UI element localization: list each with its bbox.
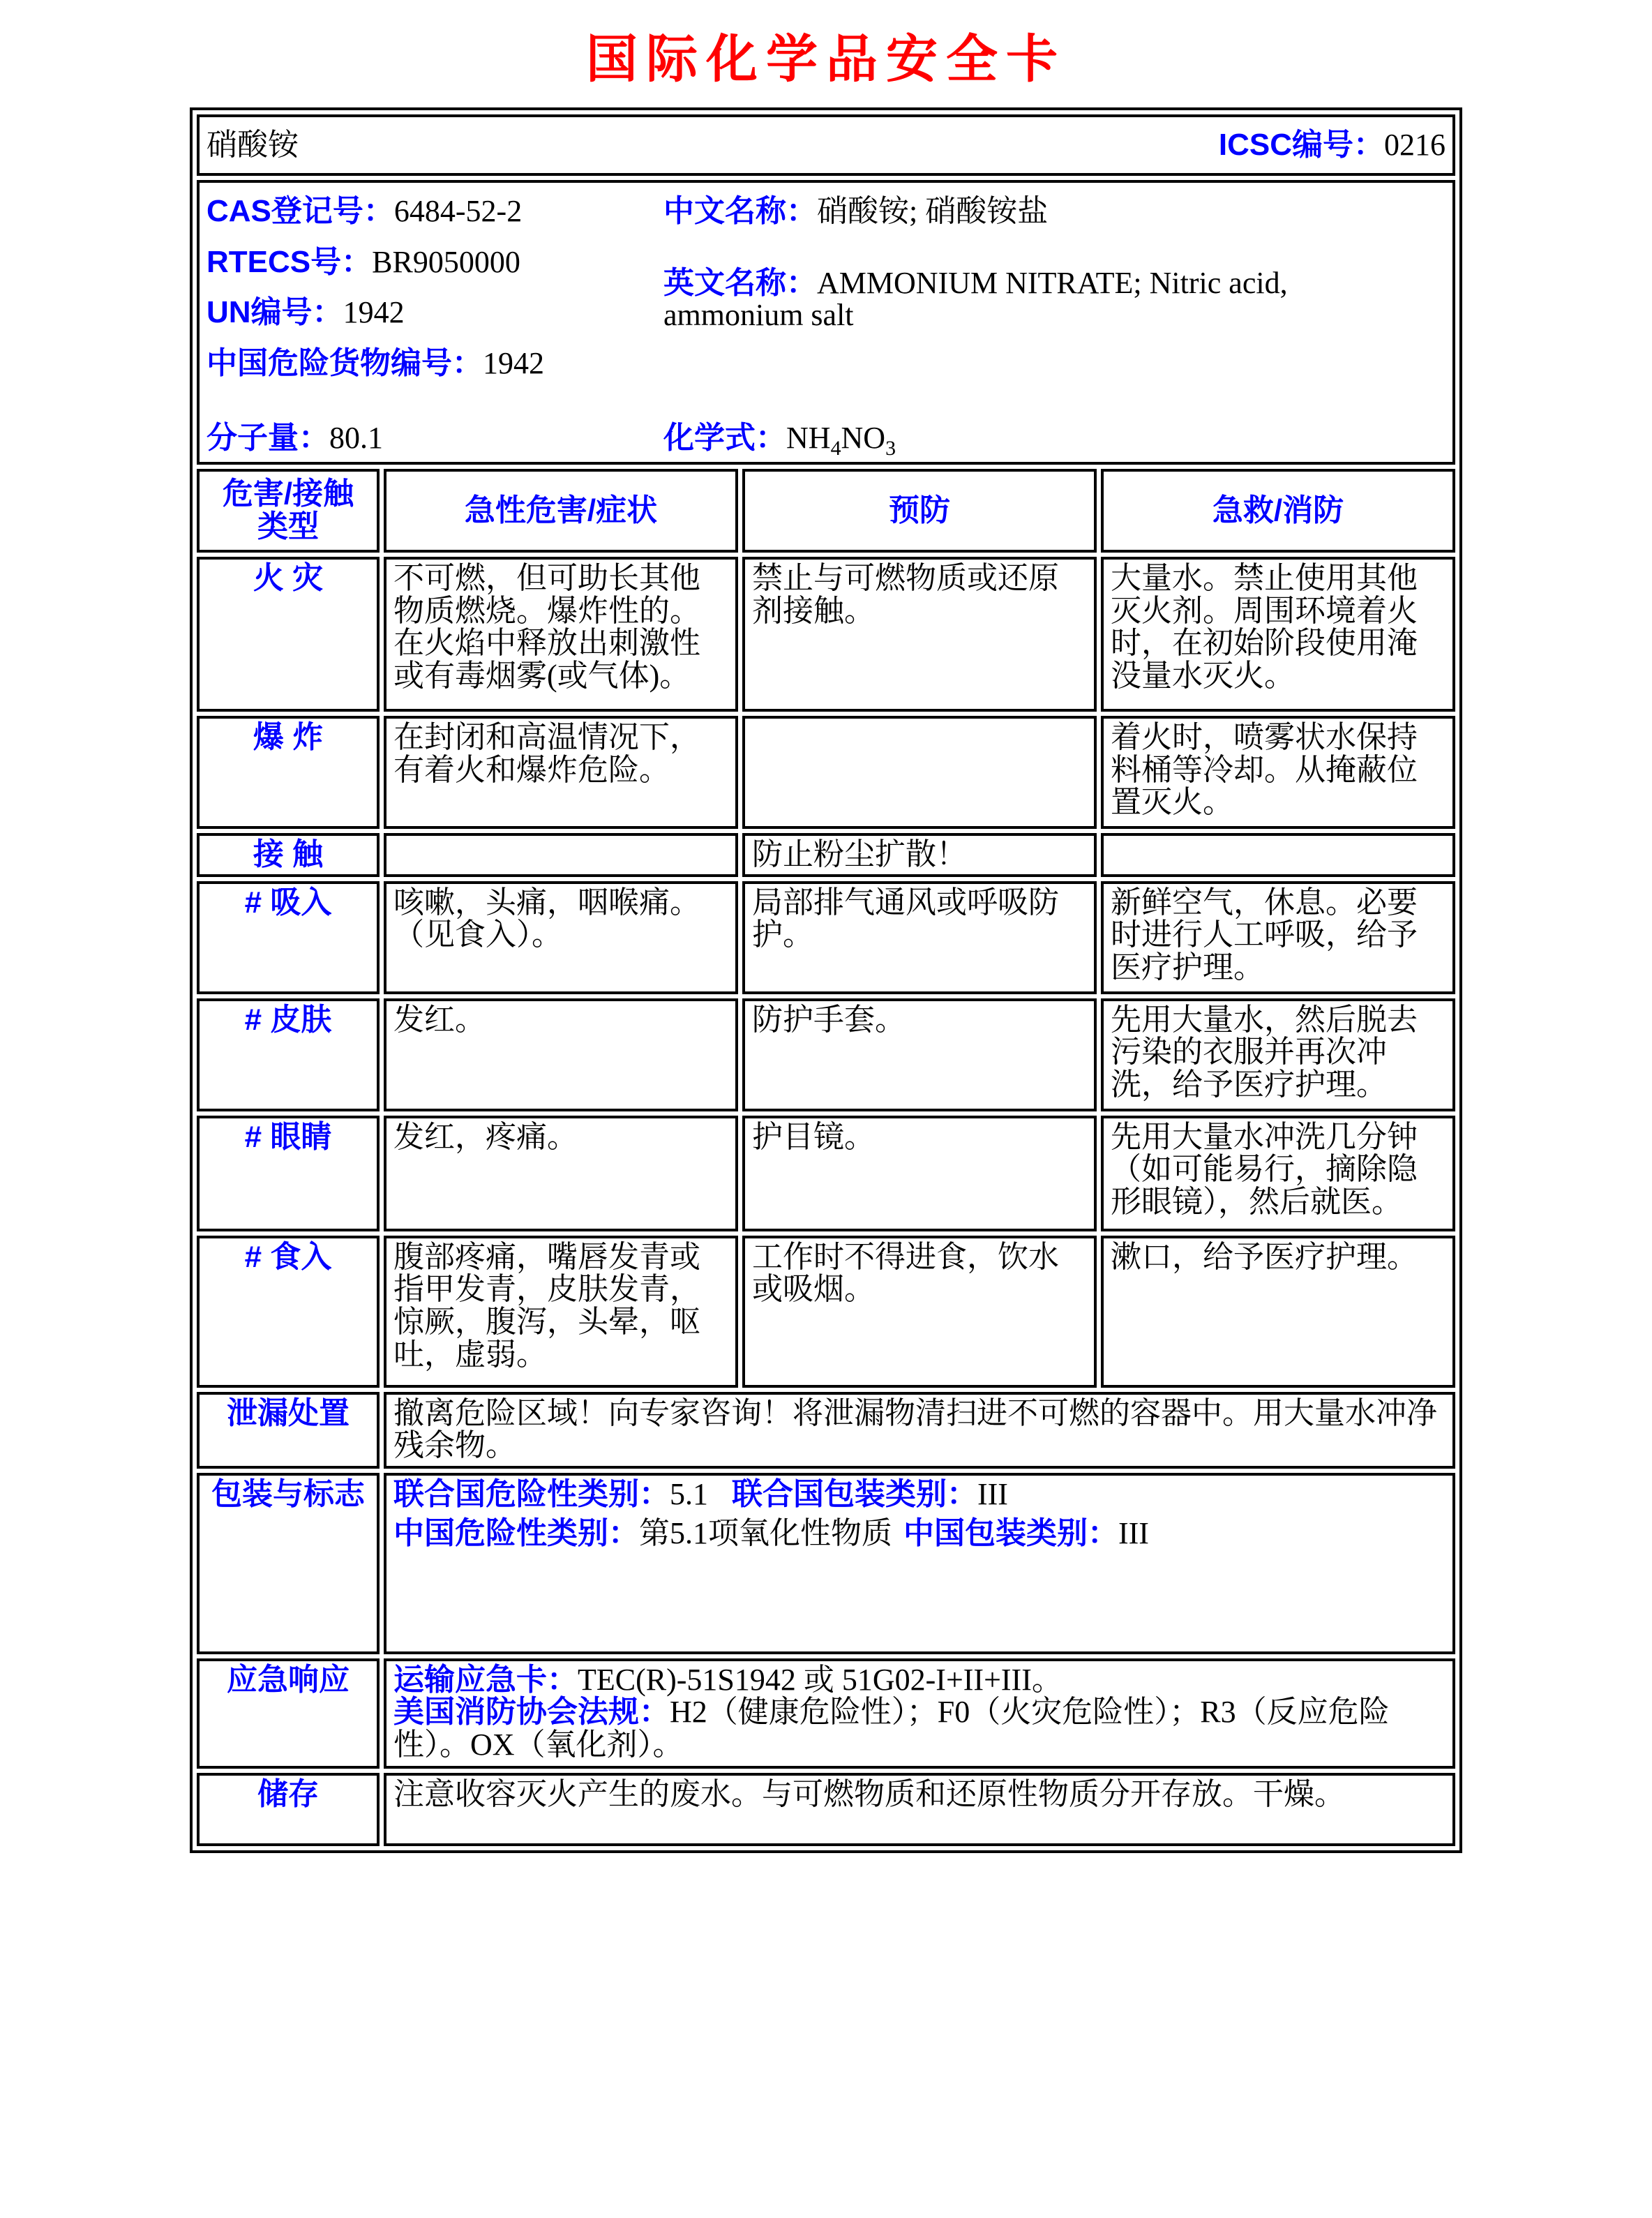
packing-content-cell <box>384 1473 1455 1654</box>
cn-classification-line <box>393 1518 1446 1550</box>
chinese-name <box>663 195 1446 228</box>
names-column <box>663 186 1446 398</box>
emergency-row <box>197 1658 1455 1769</box>
eyes-row <box>197 1116 1455 1231</box>
icsc-number-label: ICSC编号： <box>1218 127 1384 162</box>
cas-value: 6484-52-2 <box>393 194 523 228</box>
symptoms-header: 急性危害/症状 <box>384 469 738 553</box>
icsc-number <box>1219 129 1446 162</box>
un-value: 1942 <box>343 295 405 330</box>
un-number <box>206 297 663 329</box>
cn-pack-label: 中国包装类别： <box>903 1516 1118 1551</box>
inhalation-prevention-cell: 局部排气通风或呼吸防护。 <box>742 881 1097 994</box>
cn-pack-value: III <box>1118 1516 1149 1551</box>
fire-response-cell: 大量水。禁止使用其他灭火剂。周围环境着火时，在初始阶段使用淹没量水灭火。 <box>1101 557 1455 712</box>
molecular-weight-value: 80.1 <box>329 420 383 455</box>
english-name-label: 英文名称： <box>663 265 817 300</box>
chemical-formula <box>663 422 1446 460</box>
fire-row <box>197 557 1455 712</box>
storage-row-label: 储存 <box>197 1773 380 1846</box>
inhalation-symptoms-cell: 咳嗽，头痛，咽喉痛。（见食入）。 <box>384 881 738 994</box>
un-pack-label: 联合国包装类别： <box>732 1476 977 1511</box>
un-class-value: 5.1 <box>670 1476 708 1511</box>
transport-card-value: TEC(R)-51S1942 或 51G02-I+II+III。 <box>578 1662 1062 1697</box>
chinese-name-label: 中文名称： <box>663 194 817 228</box>
contact-row-label: 接 触 <box>197 833 380 877</box>
molecular-weight-label: 分子量： <box>206 420 329 455</box>
cas-number <box>206 195 663 228</box>
substance-header-cell <box>197 114 1455 176</box>
cn-class-value: 第5.1项氧化性物质 <box>639 1516 892 1551</box>
explosion-row-label: 爆 炸 <box>197 716 380 829</box>
chinese-name-value: 硝酸铵; 硝酸铵盐 <box>817 194 1049 228</box>
icsc-card-page <box>0 18 1652 1853</box>
packing-row-label: 包装与标志 <box>197 1473 380 1654</box>
molecular-info-line <box>206 422 1446 460</box>
nfpa-label: 美国消防协会法规： <box>393 1695 670 1730</box>
rtecs-number <box>206 246 663 279</box>
identification-row <box>197 180 1455 465</box>
chemical-formula-label: 化学式： <box>663 420 786 455</box>
english-name <box>663 267 1312 332</box>
eyes-symptoms-cell: 发红，疼痛。 <box>384 1116 738 1231</box>
rtecs-label: RTECS号： <box>206 244 373 279</box>
storage-content-cell: 注意收容灭火产生的废水。与可燃物质和还原性物质分开存放。干燥。 <box>384 1773 1455 1846</box>
icsc-number-value: 0216 <box>1384 127 1446 162</box>
explosion-response-cell: 着火时，喷雾状水保持料桶等冷却。从掩蔽位置灭火。 <box>1101 716 1455 829</box>
un-pack-value: III <box>977 1476 1008 1511</box>
skin-response-cell: 先用大量水，然后脱去污染的衣服并再次冲洗，给予医疗护理。 <box>1101 998 1455 1111</box>
un-label: UN编号： <box>206 295 343 330</box>
explosion-row <box>197 716 1455 829</box>
cn-number-label: 中国危险货物编号： <box>206 345 483 380</box>
eyes-response-cell: 先用大量水冲洗几分钟（如可能易行，摘除隐形眼镜），然后就医。 <box>1101 1116 1455 1231</box>
skin-row <box>197 998 1455 1111</box>
spill-content-cell: 撤离危险区域！向专家咨询！将泄漏物清扫进不可燃的容器中。用大量水冲净残余物。 <box>384 1392 1455 1469</box>
ingestion-symptoms-cell: 腹部疼痛，嘴唇发青或指甲发青，皮肤发青，惊厥，腹泻，头晕，呕吐，虚弱。 <box>384 1236 738 1388</box>
skin-symptoms-cell: 发红。 <box>384 998 738 1111</box>
spill-row <box>197 1392 1455 1469</box>
ingestion-row <box>197 1236 1455 1388</box>
substance-header-row <box>197 114 1455 176</box>
explosion-prevention-cell <box>742 716 1097 829</box>
identification-cell <box>197 180 1455 465</box>
fire-row-label: 火 灾 <box>197 557 380 712</box>
contact-row <box>197 833 1455 877</box>
substance-name: 硝酸铵 <box>206 127 299 162</box>
contact-prevention-cell: 防止粉尘扩散！ <box>742 833 1097 877</box>
skin-prevention-cell: 防护手套。 <box>742 998 1097 1111</box>
spill-row-label: 泄漏处置 <box>197 1392 380 1469</box>
cn-dangerous-goods-number <box>206 347 663 380</box>
storage-row <box>197 1773 1455 1846</box>
fire-symptoms-cell: 不可燃，但可助长其他物质燃烧。爆炸性的。在火焰中释放出刺激性或有毒烟雾(或气体)。 <box>384 557 738 712</box>
chemical-formula-value: $NH_4NO_3$ <box>786 420 896 460</box>
cn-class-label: 中国危险性类别： <box>393 1516 639 1551</box>
cn-number-value: 1942 <box>483 345 544 380</box>
id-numbers-column <box>206 186 663 398</box>
eyes-row-label: # 眼睛 <box>197 1116 380 1231</box>
hazard-type-header: 危害/接触 类型 <box>197 469 380 553</box>
fire-prevention-cell: 禁止与可燃物质或还原剂接触。 <box>742 557 1097 712</box>
ingestion-row-label: # 食入 <box>197 1236 380 1388</box>
contact-response-cell <box>1101 833 1455 877</box>
explosion-symptoms-cell: 在封闭和高温情况下，有着火和爆炸危险。 <box>384 716 738 829</box>
emergency-row-label: 应急响应 <box>197 1658 380 1769</box>
cas-label: CAS登记号： <box>206 194 394 228</box>
eyes-prevention-cell: 护目镜。 <box>742 1116 1097 1231</box>
un-class-label: 联合国危险性类别： <box>393 1476 670 1511</box>
ingestion-prevention-cell: 工作时不得进食，饮水或吸烟。 <box>742 1236 1097 1388</box>
rtecs-value: BR9050000 <box>372 244 520 279</box>
ingestion-response-cell: 漱口，给予医疗护理。 <box>1101 1236 1455 1388</box>
skin-row-label: # 皮肤 <box>197 998 380 1111</box>
molecular-weight <box>206 422 663 460</box>
english-name-value: AMMONIUM NITRATE; Nitric acid, ammonium salt <box>663 265 1288 333</box>
inhalation-response-cell: 新鲜空气，休息。必要时进行人工呼吸，给予医疗护理。 <box>1101 881 1455 994</box>
emergency-content-cell <box>384 1658 1455 1769</box>
inhalation-row <box>197 881 1455 994</box>
prevention-header: 预防 <box>742 469 1097 553</box>
nfpa-value: H2（健康危险性）；F0（火灾危险性）；R3（反应危险性）。OX（氧化剂）。 <box>393 1695 1390 1762</box>
page-title: 国际化学品安全卡 <box>586 30 1066 88</box>
response-header: 急救/消防 <box>1101 469 1455 553</box>
un-classification-line <box>393 1478 1446 1511</box>
icsc-card-table <box>190 107 1462 1853</box>
hazard-header-row <box>197 469 1455 553</box>
packing-row <box>197 1473 1455 1654</box>
inhalation-row-label: # 吸入 <box>197 881 380 994</box>
transport-card-label: 运输应急卡： <box>393 1662 578 1697</box>
contact-symptoms-cell <box>384 833 738 877</box>
